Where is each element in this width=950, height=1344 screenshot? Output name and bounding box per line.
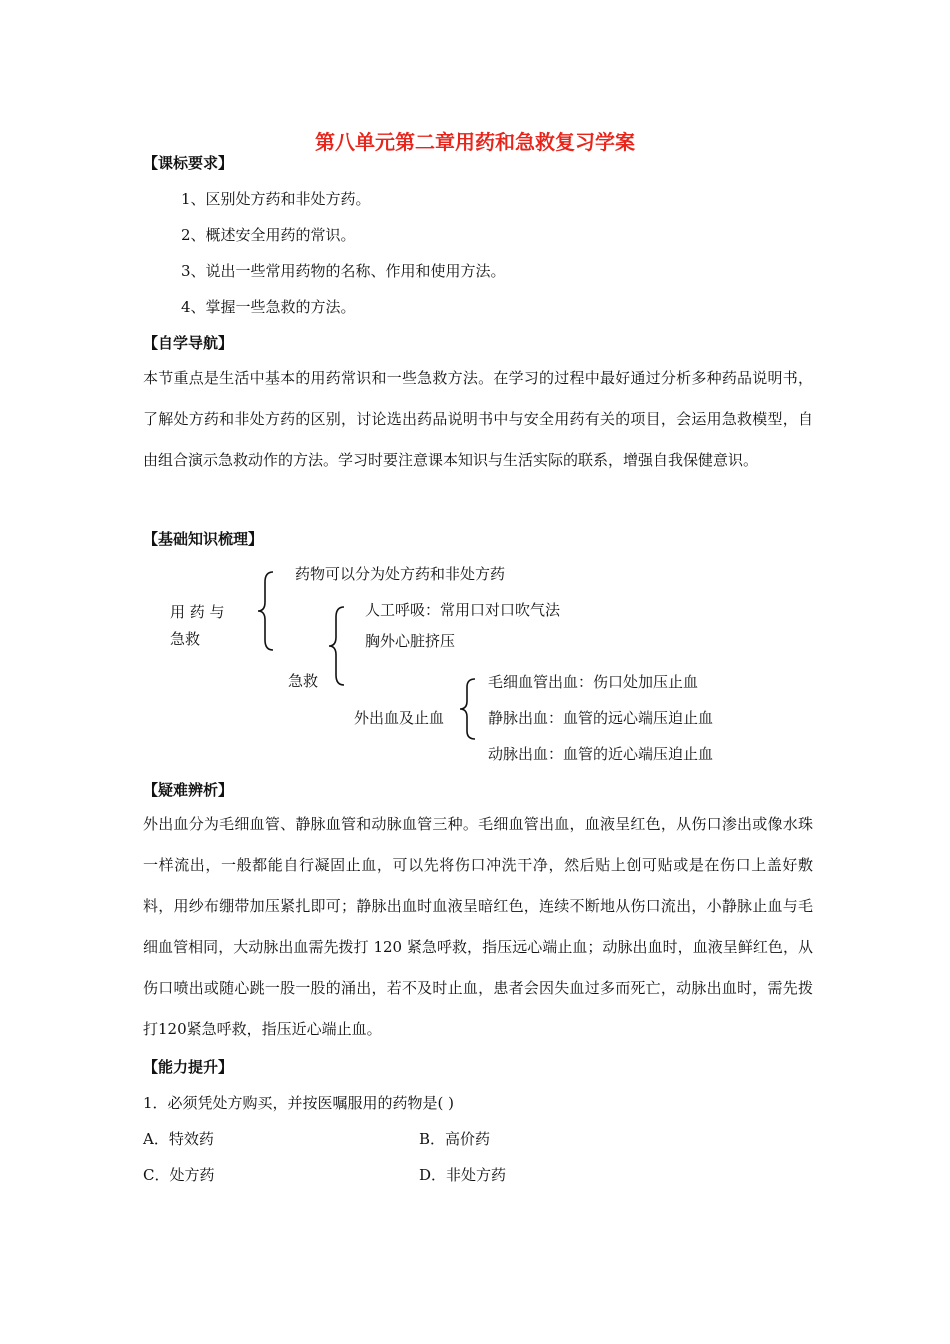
tree-root-line1: 用 药 与 bbox=[170, 603, 225, 621]
tree-capillary-node: 毛细血管出血：伤口处加压止血 bbox=[488, 673, 699, 691]
tree-first-aid-node: 急救 bbox=[288, 672, 319, 690]
option-a: A．特效药 bbox=[143, 1130, 214, 1148]
tree-vein-node: 静脉出血：血管的远心端压迫止血 bbox=[488, 709, 714, 727]
tree-cpr-node: 胸外心脏挤压 bbox=[365, 632, 456, 650]
option-c: C．处方药 bbox=[143, 1166, 215, 1184]
tree-medicine-node: 药物可以分为处方药和非处方药 bbox=[295, 565, 506, 583]
tree-artery-node: 动脉出血：血管的近心端压迫止血 bbox=[488, 745, 714, 763]
section-heading-difficulty: 【疑难辨析】 bbox=[143, 781, 234, 799]
tree-root-line2: 急救 bbox=[170, 630, 201, 648]
brace-first-aid bbox=[327, 605, 349, 687]
tree-respiration-node: 人工呼吸：常用口对口吹气法 bbox=[365, 601, 561, 619]
curriculum-item-3: 3、说出一些常用药物的名称、作用和使用方法。 bbox=[181, 262, 506, 280]
brace-main bbox=[255, 570, 279, 652]
curriculum-item-4: 4、掌握一些急救的方法。 bbox=[181, 298, 356, 316]
tree-bleeding-node: 外出血及止血 bbox=[354, 709, 445, 727]
curriculum-item-2: 2、概述安全用药的常识。 bbox=[181, 226, 356, 244]
section-heading-ability: 【能力提升】 bbox=[143, 1058, 234, 1076]
difficulty-paragraph: 外出血分为毛细血管、静脉血管和动脉血管三种。毛细血管出血，血液呈红色，从伤口渗出或像水珠一样流出，一般都能自行凝固止血，可以先将伤口冲洗干净，然后贴上创可贴或是在伤口上盖好敷料，用纱布绷带加压紧扎即可；静脉出血时血液呈暗红色，连续不断地从伤口流出，小静脉止血与毛细血管相同，大动脉出血需先拨打 120 紧急呼救，指压远心端止血；动脉出血时，血液呈鲜红色，从伤口喷出或随心跳一股一股的涌出，若不及时止血，患者会因失血过多而死亡，动脉出血时，需先拨打120紧急呼救，指压近心端止血。 bbox=[143, 815, 813, 1038]
section-heading-basics: 【基础知识梳理】 bbox=[143, 530, 264, 548]
option-b: B．高价药 bbox=[419, 1130, 491, 1148]
brace-bleeding bbox=[458, 677, 480, 741]
curriculum-item-1: 1、区别处方药和非处方药。 bbox=[181, 190, 371, 208]
section-heading-curriculum: 【课标要求】 bbox=[143, 154, 234, 172]
page-title: 第八单元第二章用药和急救复习学案 bbox=[315, 130, 635, 154]
self-study-paragraph: 本节重点是生活中基本的用药常识和一些急救方法。在学习的过程中最好通过分析多种药品说明书，了解处方药和非处方药的区别，讨论选出药品说明书中与安全用药有关的项目，会运用急救模型，自由组合演示急救动作的方法。学习时要注意课本知识与生活实际的联系，增强自我保健意识。 bbox=[143, 369, 813, 469]
option-d: D．非处方药 bbox=[419, 1166, 507, 1184]
question-1: 1．必须凭处方购买，并按医嘱服用的药物是( ) bbox=[143, 1094, 455, 1112]
section-heading-self-study: 【自学导航】 bbox=[143, 334, 234, 352]
